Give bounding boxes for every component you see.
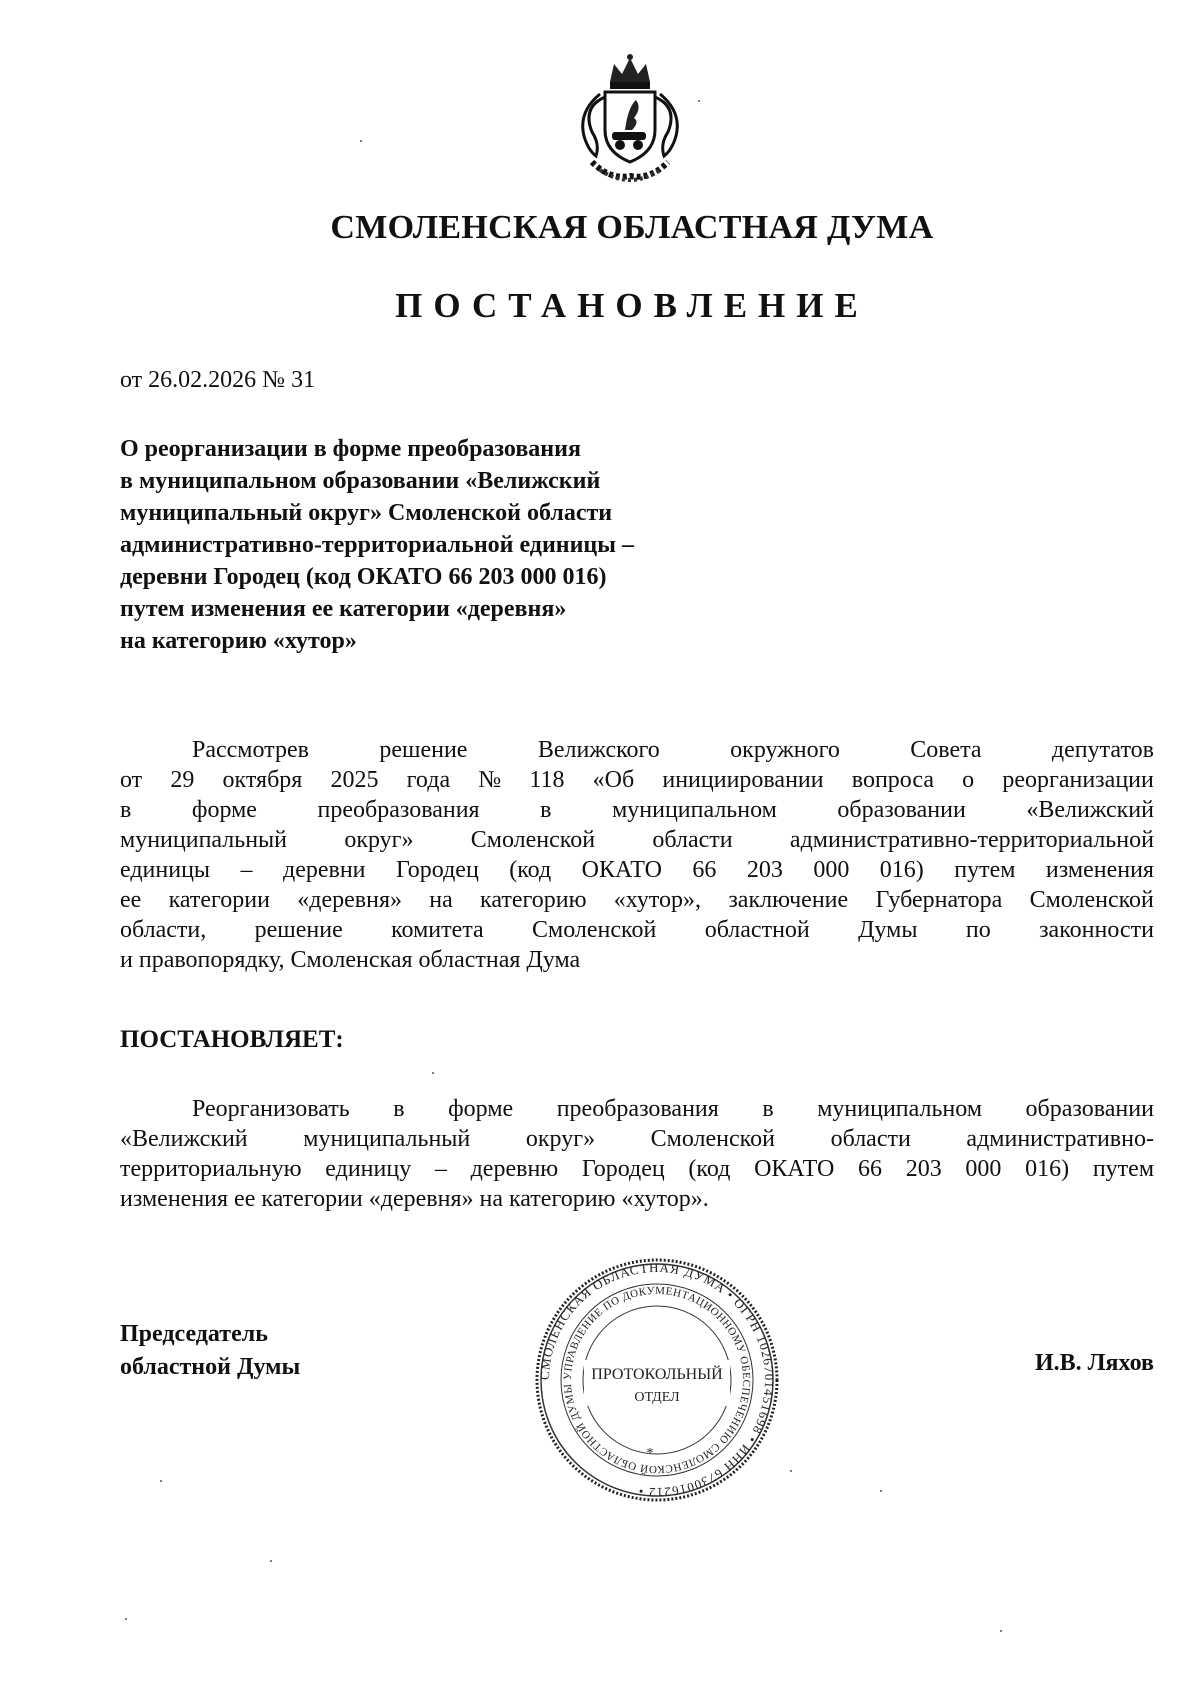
preamble-line: и правопорядку, Смоленская областная Дума <box>120 947 581 973</box>
stamp-inner-text: УПРАВЛЕНИЕ ПО ДОКУМЕНТАЦИОННОМУ ОБЕСПЕЧЕНИЮ СМОЛЕНСКОЙ ОБЛАСТНОЙ ДУМЫ <box>561 1284 753 1476</box>
preamble-line: муниципальный округ» Смоленской области административно-территориальной <box>120 827 1154 853</box>
scan-speck <box>790 1470 792 1472</box>
preamble-line: в форме преобразования в муниципальном образовании «Велижский <box>120 797 1154 823</box>
coat-of-arms-icon <box>570 52 690 192</box>
decree-paragraph <box>120 1094 1154 1214</box>
decree-line: Реорганизовать в форме преобразования в муниципальном образовании <box>192 1096 1154 1122</box>
decree-line: изменения ее категории «деревня» на категорию «хутор». <box>120 1186 709 1212</box>
scan-speck <box>880 1490 882 1492</box>
stamp-outer-text: СМОЛЕНСКАЯ ОБЛАСТНАЯ ДУМА • ОГРН 1026701451698 • ИНН 6730016212 • <box>536 1259 778 1501</box>
document-subject <box>120 433 740 657</box>
scan-speck <box>160 1480 162 1482</box>
preamble-line: области, решение комитета Смоленской областной Думы по законности <box>120 917 1154 943</box>
subject-line: административно-территориальной единицы – <box>120 532 634 558</box>
scan-speck <box>432 1072 434 1074</box>
signatory-name: И.В. Ляхов <box>1035 1350 1154 1376</box>
preamble-line: Рассмотрев решение Велижского окружного Совета депутатов <box>192 737 1154 763</box>
stamp-center-line: ПРОТОКОЛЬНЫЙ <box>591 1366 723 1383</box>
subject-line: деревни Городец (код ОКАТО 66 203 000 016) <box>120 564 607 590</box>
preamble-line: ее категории «деревня» на категорию «хутор», заключение Губернатора Смоленской <box>120 887 1154 913</box>
official-seal-stamp <box>532 1255 782 1505</box>
preamble-line: единицы – деревни Городец (код ОКАТО 66 203 000 016) путем изменения <box>120 857 1154 883</box>
signatory-title <box>120 1318 300 1384</box>
stamp-center-line: ОТДЕЛ <box>634 1390 680 1405</box>
document-date-number: от 26.02.2026 № 31 <box>120 367 316 393</box>
signatory-title-line: Председатель <box>120 1321 268 1347</box>
decree-line: «Велижский муниципальный округ» Смоленской области административно- <box>120 1126 1154 1152</box>
preamble-line: от 29 октября 2025 года № 118 «Об инициировании вопроса о реорганизации <box>120 767 1154 793</box>
scan-speck <box>270 1560 272 1562</box>
preamble-paragraph <box>120 735 1154 975</box>
decree-heading: ПОСТАНОВЛЯЕТ: <box>120 1026 344 1053</box>
organization-title: СМОЛЕНСКАЯ ОБЛАСТНАЯ ДУМА <box>330 209 934 246</box>
decree-line: территориальную единицу – деревню Городец (код ОКАТО 66 203 000 016) путем <box>120 1156 1154 1182</box>
subject-line: в муниципальном образовании «Велижский <box>120 468 601 494</box>
document-type-heading: ПОСТАНОВЛЕНИЕ <box>395 286 869 325</box>
scan-speck <box>360 140 362 142</box>
scan-speck <box>125 1618 127 1620</box>
signatory-title-line: областной Думы <box>120 1354 301 1380</box>
subject-line: путем изменения ее категории «деревня» <box>120 596 567 622</box>
subject-line: на категорию «хутор» <box>120 628 357 654</box>
scan-speck <box>1000 1630 1002 1632</box>
subject-line: муниципальный округ» Смоленской области <box>120 500 613 526</box>
subject-line: О реорганизации в форме преобразования <box>120 436 581 462</box>
stamp-star-icon: * <box>646 1446 654 1461</box>
scan-speck <box>698 100 700 102</box>
